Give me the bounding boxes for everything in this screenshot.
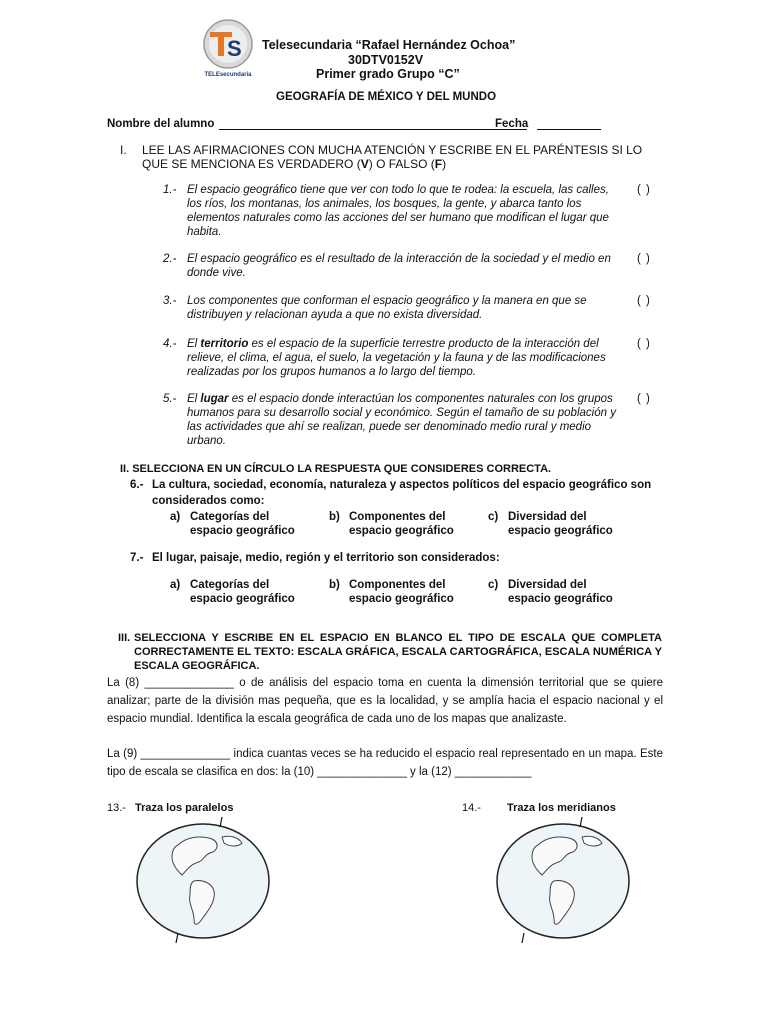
worksheet-page: S TELEsecundaria Telesecundaria “Rafael Hernández Ochoa” 30DTV0152V Primer grado Grupo “C” GEOGRAFÍA DE MÉXICO Y DEL MUNDO Nombre del alumno Fecha I. LEE LAS AFIRMACIONES CON MUCHA ATENCIÓN Y ESCRIBE EN EL PARÉNTESIS SI LO QUE SE MENCIONA ES VERDADERO (V) O FALSO (F) 1.- El espacio geográfico tiene que ver con todo lo que te rodea: la escuela, las calles, los ríos, los montanas, los animales, los bosques, la gente, y abarca tanto los elementos naturales como las acciones del ser humano que modifican el lugar que habita. ( ) 2.- El espacio geográfico es el resultado de la interacción de la sociedad y el medio en donde vive. ( ) 3.- Los componentes que conforman el espacio geográfico y la manera en que se distribuyen y relacionan ayuda a que no exista diversidad. ( ) 4.- El territorio es el espacio de la superficie terrestre producto de la interacción del relieve, el clima, el agua, el suelo, la vegetación y la fauna y de las modificaciones realizadas por los grupos humanos a lo largo del tiempo. ( ) 5.- El lugar es el espacio donde interactúan los componentes naturales con los grupos humanos para su desarrollo social y económico. Según el tamaño de su población y las actividades que ahí se realizan, puede ser denominado medio rural y medio urbano. ( ) II. SELECCIONA EN UN CÍRCULO LA RESPUESTA QUE CONSIDERES CORRECTA. 6.- La cultura, sociedad, economía, naturaleza y aspectos políticos del espacio geográfico son considerados como: a) Categorías del espacio geográfico b) Componentes del espacio geográfico c) Diversidad del espacio geográfico 7.- El lugar, paisaje, medio, región y el territorio son considerados: a) Categorías del espacio geográfico b) Componentes del espacio geográfico c) Diversidad del espacio geográfico III. SELECCIONA Y ESCRIBE EN EL ESPACIO EN BLANCO EL TIPO DE ESCALA QUE COMPLETA CORRECTAMENTE EL TEXTO: ESCALA GRÁFICA, ESCALA CARTOGRÁFICA, ESCALA NUMÉRICA Y ESCALA GEOGRÁFICA. La (8) ______________ o de análisis del espacio toma en cuenta la dimensión territorial que se quiere analizar; parte de la división mas pequeña, que es la localidad, y se amplía hacia el espacio nacional y el espacio mundial. Identifica la escala geográfica de cada uno de los mapas que analizaste. La (9) ______________ indica cuantas veces se ha reducido el espacio real representado en un mapa. Este tipo de escala se clasifica en dos: la (10) ______________ y la (12) ____________ 13.- Traza los paralelos 14.- Traza los meridianos [0,0,768,1024]
answer-paren[interactable]: ( ) [637,393,651,405]
scale-paragraph-1: La (8) ______________ o de análisis del espacio toma en cuenta la dimensión territorial que se quiere analizar; parte de la división mas pequeña, que es la localidad, y se amplía hacia el espacio nacional y el espacio mundial. Identifica la escala geográfica de cada uno de los mapas que analizaste. [107,677,663,725]
answer-paren[interactable]: ( ) [637,295,651,307]
globe-paralelos[interactable] [134,815,272,945]
date-blank[interactable] [537,129,601,130]
date-label: Fecha [495,118,529,130]
section-1-number: I. [120,143,127,157]
q13-label: Traza los paralelos [135,802,234,814]
name-label: Nombre del alumno [107,118,215,130]
question-7-text: El lugar, paisaje, medio, región y el territorio son considerados: [152,552,500,564]
name-blank[interactable] [219,129,527,130]
section-2-title: II. SELECCIONA EN UN CÍRCULO LA RESPUESTA QUE CONSIDERES CORRECTA. [120,463,552,475]
student-info-row [107,118,627,134]
school-code: 30DTV0152V [348,53,424,67]
question-6-number: 6.- [130,479,144,491]
scale-paragraph-2: La (9) ______________ indica cuantas veces se ha reducido el espacio real representado en un mapa. Este tipo de escala se clasifica en dos: la (10) ______________ y la (12) ____________ [107,748,663,778]
svg-text:S: S [227,36,242,61]
question-6-line1: La cultura, sociedad, economía, naturaleza y aspectos políticos del espacio geográfico son [152,479,652,491]
svg-text:TELEsecundaria: TELEsecundaria [204,72,252,78]
globe-meridianos[interactable] [494,815,632,945]
subject-title: GEOGRAFÍA DE MÉXICO Y DEL MUNDO [276,91,497,103]
answer-paren[interactable]: ( ) [637,338,651,350]
section-1-text: LEE LAS AFIRMACIONES CON MUCHA ATENCIÓN Y ESCRIBE EN EL PARÉNTESIS SI LO QUE SE MENCIONA ES VERDADERO (V) O FALSO (F) [142,143,643,171]
q14-label: Traza los meridianos [507,802,616,814]
question-7-number: 7.- [130,552,144,564]
q13-number: 13.- [107,802,126,814]
answer-paren[interactable]: ( ) [637,184,651,196]
school-name: Telesecundaria “Rafael Hernández Ochoa” [262,38,516,52]
answer-paren[interactable]: ( ) [637,253,651,265]
question-6-line2: considerados como: [152,495,265,507]
q14-number: 14.- [462,802,481,814]
school-logo [196,18,260,80]
grade-group: Primer grado Grupo “C” [316,67,460,81]
